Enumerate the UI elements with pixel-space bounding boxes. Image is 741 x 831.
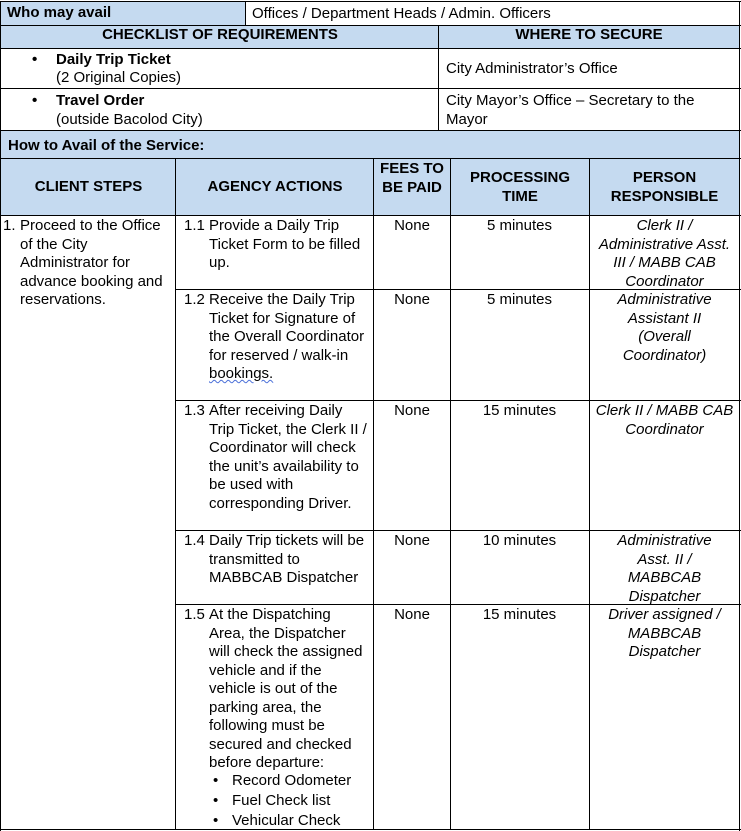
row-divider: [176, 530, 741, 531]
action-text: [209, 291, 369, 384]
row-divider: [176, 400, 741, 401]
row-divider: [176, 604, 741, 605]
action-number: 1.5: [184, 606, 205, 623]
action-person: Administrative Assistant II (Overall Coordinator): [617, 291, 712, 364]
table-border-left: [0, 1, 1, 831]
requirement-bullet: •: [32, 92, 38, 109]
table-border-bottom: [0, 829, 741, 830]
requirement-where: City Mayor’s Office – Secretary to the Mayor: [446, 92, 695, 128]
row-divider: [0, 158, 741, 159]
checklist-requirements-header: CHECKLIST OF REQUIREMENTS: [102, 26, 338, 43]
requirement-title: Travel Order: [56, 92, 145, 109]
agency-actions-header: AGENCY ACTIONS: [207, 178, 343, 195]
action-time: 5 minutes: [486, 291, 553, 308]
action-fee: None: [394, 402, 430, 419]
col-divider: [175, 158, 176, 830]
action-text: Provide a Daily Trip Ticket Form to be filled up.: [209, 217, 361, 271]
row-divider: [0, 88, 741, 89]
col-divider: [373, 158, 374, 830]
client-step-text: Proceed to the Office of the City Administrator for advance booking and reservations.: [20, 217, 163, 308]
col-divider: [245, 1, 246, 26]
action-text: Daily Trip tickets will be transmitted to MABBCAB Dispatcher: [209, 532, 365, 586]
action-time: 10 minutes: [482, 532, 557, 549]
action-text-tail: bookings.: [209, 365, 274, 382]
row-divider: [176, 289, 741, 290]
col-divider: [450, 158, 451, 830]
action-fee: None: [394, 606, 430, 623]
action-time: 5 minutes: [486, 217, 553, 234]
action-text: At the Dispatching Area, the Dispatcher will check the assigned vehicle and if the vehicle is out of the parking area, the following must be secured and checked before departure:: [209, 606, 363, 771]
action-time: 15 minutes: [482, 402, 557, 419]
action-number: 1.4: [184, 532, 205, 549]
col-divider: [438, 25, 439, 131]
client-step-number: 1.: [3, 217, 16, 234]
table-border-right: [739, 1, 740, 831]
action-person: Administrative Asst. II / MABBCAB Dispatcher: [617, 532, 712, 605]
requirement-where: City Administrator’s Office: [446, 60, 618, 77]
row-divider: [0, 25, 741, 26]
action-fee: None: [394, 532, 430, 549]
requirement-detail: (outside Bacolod City): [56, 111, 203, 128]
checklist-subitem: • Record Odometer: [206, 771, 374, 791]
row-divider: [0, 48, 741, 49]
processing-time-header: PROCESSING TIME: [469, 169, 571, 205]
action-person: Clerk II / MABB CAB Coordinator: [595, 402, 734, 438]
action-time: 15 minutes: [482, 606, 557, 623]
action-person: Driver assigned / MABBCAB Dispatcher: [608, 606, 721, 660]
action-number: 1.1: [184, 217, 205, 234]
action-fee: None: [394, 291, 430, 308]
fees-header: FEES TO BE PAID: [380, 160, 444, 196]
action-number: 1.3: [184, 402, 205, 419]
who-may-avail-value: Offices / Department Heads / Admin. Officers: [252, 5, 551, 22]
requirement-bullet: •: [32, 51, 38, 68]
row-divider: [0, 215, 741, 216]
action-person: Clerk II / Administrative Asst. III / MABB CAB Coordinator: [598, 217, 731, 290]
requirement-detail: (2 Original Copies): [56, 69, 182, 86]
action-fee: None: [394, 217, 430, 234]
checklist-subitem: • Vehicular Check: [206, 811, 374, 831]
how-to-avail-label: How to Avail of the Service:: [8, 137, 205, 154]
client-steps-header: CLIENT STEPS: [34, 178, 143, 195]
col-divider: [589, 158, 590, 830]
person-responsible-header: PERSON RESPONSIBLE: [610, 169, 719, 205]
checklist-subitem: • Fuel Check list: [206, 791, 374, 811]
action-text-main: Receive the Daily Trip Ticket for Signature of the Overall Coordinator for reserved / walk-in: [209, 291, 365, 364]
requirement-title: Daily Trip Ticket: [56, 51, 171, 68]
action-text: After receiving Daily Trip Ticket, the Clerk II / Coordinator will check the unit’s availability to be used with corresponding Driver.: [209, 402, 367, 512]
who-may-avail-label: Who may avail: [7, 4, 112, 21]
row-divider: [0, 130, 741, 131]
departure-checklist: [206, 771, 374, 831]
where-to-secure-header: WHERE TO SECURE: [515, 26, 663, 43]
table-border-top: [0, 1, 741, 2]
action-number: 1.2: [184, 291, 205, 308]
